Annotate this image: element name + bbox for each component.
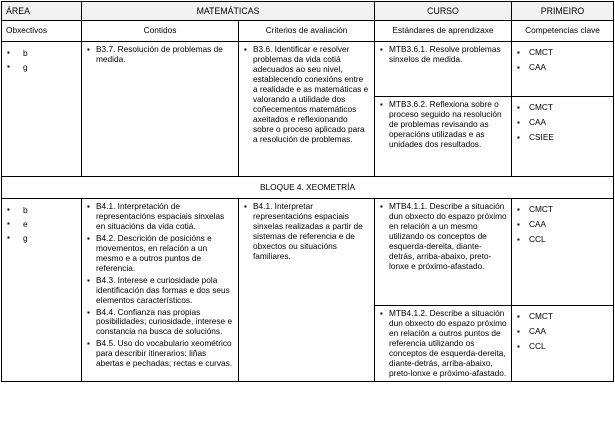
criteria-cell [239, 199, 375, 382]
competence-item: ▪ CSIEE [517, 130, 609, 145]
table-row [2, 42, 614, 97]
competence-item: ▪ CMCT [517, 202, 609, 217]
competence-item: ▪ CMCT [517, 309, 609, 324]
objective-item: ▪ g [7, 231, 77, 245]
criteria-cell [239, 42, 375, 177]
objective-item: ▪ e [7, 217, 77, 231]
criterion-item: ▪ B4.1. Interpretar representacións espaciais sinxelas realizadas a partir de sistemas de referencia e de obxectos ou situacións familiares. [244, 202, 370, 262]
criterion-item: ▪ B3.6. Identificar e resolver problemas da vida cotiá adecuados ao seu nivel, establecendo conexións entre a realidade e as matemáticas e valorando a utilidade dos coñecementos matemáticos axeitados e reflexionando sobre o proceso aplicado para a resolución de problemas. [244, 45, 370, 145]
competences-cell [512, 97, 614, 177]
content-item: ▪ B3.7. Resolución de problemas de medida. [87, 45, 234, 65]
standard-item: ▪ MTB4.1.1. Describe a situación dun obxecto do espazo próximo en relación a un mesmo utilizando os conceptos de esquerda-dereita, diante-detrás, arriba-abaixo, preto-lonxe e próximo-afastado. [380, 202, 507, 272]
subject-title: MATEMÁTICAS [82, 2, 375, 21]
competences-cell [512, 199, 614, 306]
competence-item: ▪ CAA [517, 115, 609, 130]
competence-item: ▪ CMCT [517, 45, 609, 60]
objectives-cell [2, 42, 82, 177]
competences-cell [512, 306, 614, 382]
objective-item: ▪ g [7, 60, 77, 74]
contents-header: Contidos [82, 21, 239, 42]
standards-header: Estándares de aprendizaxe [375, 21, 512, 42]
criteria-header: Criterios de avaliación [239, 21, 375, 42]
standard-item: ▪ MTB3.6.1. Resolve problemas sinxelos de medida. [380, 45, 507, 65]
competence-item: ▪ CCL [517, 339, 609, 354]
standard-item: ▪ MTB4.1.2. Describe a situación dun obxecto do espazo próximo en relación a outros puntos de referencia utilizando os conceptos de esquerda-dereita, diante-detrás, arriba-abaixo, preto-lonxe e próximo-afastado. [380, 309, 507, 379]
competence-item: ▪ CAA [517, 217, 609, 232]
course-value: PRIMEIRO [512, 2, 614, 21]
content-item: ▪ B4.3. Interese e curiosidade pola identificación das formas e dos seus elementos característicos. [87, 276, 234, 306]
standard-item: ▪ MTB3.6.2. Reflexiona sobre o proceso seguido na resolución de problemas revisando as operacións utilizadas e as unidades dos resultados. [380, 100, 507, 150]
competences-cell [512, 42, 614, 97]
block-title: BLOQUE 4. XEOMETRÍA [2, 177, 614, 199]
objective-item: ▪ b [7, 46, 77, 60]
competence-item: ▪ CAA [517, 324, 609, 339]
objectives-header: Obxectivos [2, 21, 82, 42]
standard-cell [375, 97, 512, 177]
objectives-cell [2, 199, 82, 382]
standard-cell [375, 306, 512, 382]
course-label: CURSO [375, 2, 512, 21]
contents-cell [82, 199, 239, 382]
content-item: ▪ B4.1. Interpretación de representacións espaciais sinxelas en situacións da vida cotiá. [87, 202, 234, 232]
header-row [2, 2, 614, 21]
content-item: ▪ B4.2. Descrición de posicións e movementos, en relación a un mesmo e a outros puntos de referencia. [87, 234, 234, 274]
standard-cell [375, 42, 512, 97]
objective-item: ▪ b [7, 203, 77, 217]
competence-item: ▪ CAA [517, 60, 609, 75]
area-label: ÁREA [2, 2, 82, 21]
competence-item: ▪ CMCT [517, 100, 609, 115]
content-item: ▪ B4.4. Confianza nas propias posibilidades; curiosidade, interese e constancia na busca de solucións. [87, 308, 234, 338]
standard-cell [375, 199, 512, 306]
table-row [2, 199, 614, 306]
subheader-row [2, 21, 614, 42]
competences-header: Competencias clave [512, 21, 614, 42]
block-title-row [2, 177, 614, 199]
curriculum-table [1, 1, 614, 382]
contents-cell [82, 42, 239, 177]
content-item: ▪ B4.5. Uso do vocabulario xeométrico para describir itinerarios: liñas abertas e pechadas; rectas e curvas. [87, 339, 234, 369]
competence-item: ▪ CCL [517, 232, 609, 247]
